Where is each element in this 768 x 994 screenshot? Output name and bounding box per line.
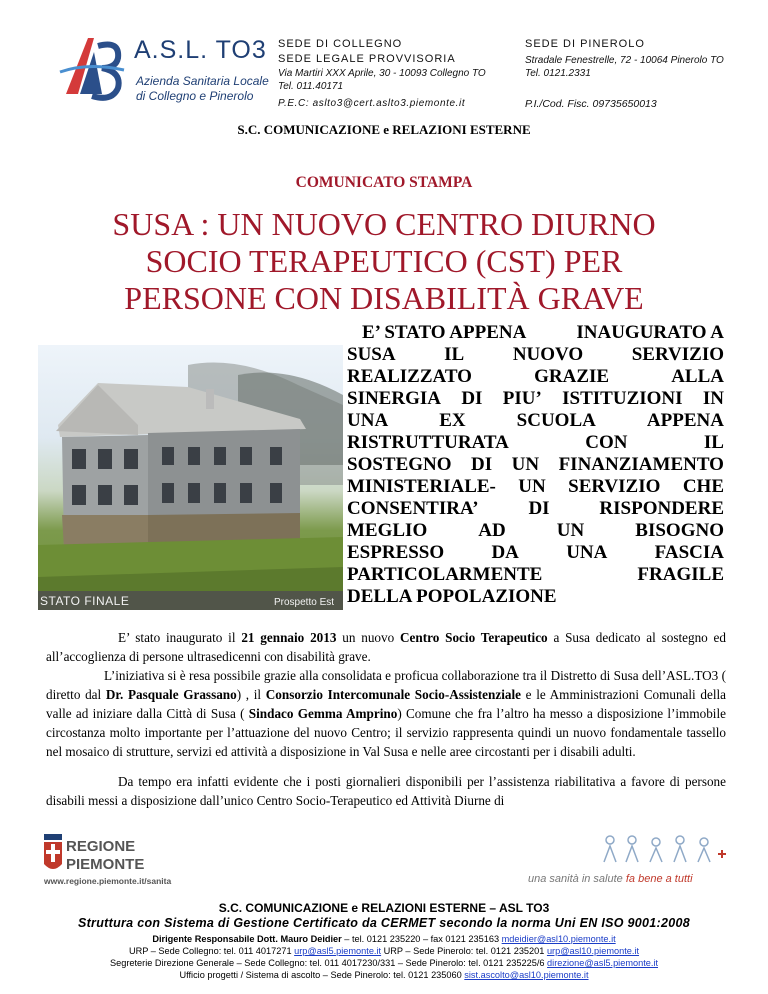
region-name-2: PIEMONTE	[66, 856, 145, 873]
headline-line: PERSONE CON DISABILITÀ GRAVE	[124, 280, 644, 316]
press-release-label: COMUNICATO STAMPA	[295, 174, 473, 191]
logo-subtitle-2: di Collegno e Pinerolo	[136, 89, 254, 103]
subhead-line: DELLA POPOLAZIONE	[347, 586, 557, 607]
footer-department: S.C. COMUNICAZIONE e RELAZIONI ESTERNE – ASL TO3	[218, 901, 550, 915]
subhead-line: SOSTEGNO DI UN FINANZIAMENTO	[347, 454, 724, 475]
people-illustration-icon	[598, 832, 728, 868]
vat-number: P.I./Cod. Fisc. 09735650013	[525, 98, 657, 110]
subhead-line: ESPRESSO DA UNA FASCIA	[347, 542, 724, 563]
headline-line: SUSA : UN NUOVO CENTRO DIURNO	[112, 206, 656, 242]
email-link[interactable]: sist.ascolto@asl10.piemonte.it	[464, 970, 589, 980]
article-body	[46, 628, 726, 810]
paragraph: Da tempo era infatti evidente che i posti giornalieri disponibili per l’assistenza riabilitativa a favore di persone disabili messi a disposizione dall’unico Centro Socio-Terapeutico ed Attività Diurne di	[46, 774, 726, 808]
pinerolo-title: SEDE DI PINEROLO	[525, 38, 645, 50]
subhead-line: E’ STATO APPENA INAUGURATO A	[362, 322, 724, 343]
subhead-line: REALIZZATO GRAZIE ALLA	[347, 366, 724, 387]
subhead-line: SINERGIA DI PIU’ ISTITUZIONI IN	[347, 388, 724, 409]
region-url[interactable]: www.regione.piemonte.it/sanita	[44, 876, 172, 886]
paragraph: E’ stato inaugurato il 21 gennaio 2013 un nuovo Centro Socio Terapeutico a Susa dedicato al sostegno ed all’accoglienza di persone ultrasedicenni con disabilità grave.	[46, 630, 726, 664]
logo-title: A.S.L. TO3	[134, 36, 267, 64]
footer-certification: Struttura con Sistema di Gestione Certificato da CERMET secondo la norma Uni EN ISO 9001:2008	[77, 916, 691, 930]
pec-email[interactable]: P.E.C: aslto3@cert.aslto3.piemonte.it	[278, 98, 466, 109]
pinerolo-address: Stradale Fenestrelle, 72 - 10064 Pinerolo TO	[525, 55, 724, 66]
subhead-line: MINISTERIALE- UN SERVIZIO CHE	[347, 476, 724, 497]
headline-line: SOCIO TERAPEUTICO (CST) PER	[145, 243, 623, 279]
footer-contact-line: Segreterie Direzione Generale – Sede Collegno: tel. 011 4017230/331 – Sede Pinerolo: tel. 0121 235225/6 direzione@asl5.piemonte.it	[109, 958, 659, 968]
footer-contact-line: Dirigente Responsabile Dott. Mauro Deidier – tel. 0121 235220 – fax 0121 235163 mdeidier@asl10.piemonte.it	[152, 934, 616, 944]
photo-caption-right: Prospetto Est	[274, 597, 335, 608]
subhead-line: RISTRUTTURATA CON IL	[347, 432, 724, 453]
email-link[interactable]: urp@asl5.piemonte.it	[294, 946, 382, 956]
logo-subtitle: Azienda Sanitaria Locale	[136, 74, 269, 88]
section-title: S.C. COMUNICAZIONE e RELAZIONI ESTERNE	[237, 122, 531, 137]
subhead-line: UNA EX SCUOLA APPENA	[347, 410, 724, 431]
building-photo	[38, 345, 343, 610]
subhead-line: PARTICOLARMENTE FRAGILE	[347, 564, 724, 585]
collegno-tel: Tel. 011.40171	[278, 81, 344, 92]
collegno-title: SEDE DI COLLEGNO	[278, 38, 403, 50]
email-link[interactable]: mdeidier@asl10.piemonte.it	[501, 934, 616, 944]
headline	[40, 206, 728, 317]
subhead-line: CONSENTIRA’ DI RISPONDERE	[347, 498, 724, 519]
subhead-line: SUSA IL NUOVO SERVIZIO	[347, 344, 724, 365]
piemonte-coat-of-arms-icon	[44, 834, 62, 874]
subhead-line: MEGLIO AD UN BISOGNO	[347, 520, 724, 541]
photo-caption-left: STATO FINALE	[40, 594, 130, 608]
asl-logo-mark	[58, 32, 128, 104]
legal-seat-title: SEDE LEGALE PROVVISORIA	[278, 53, 456, 65]
paragraph: L’iniziativa si è resa possibile grazie alla consolidata e proficua collaborazione tra il Distretto di Susa dell’ASL.TO3 ( diretto dal Dr. Pasquale Grassano) , il Consorzio Intercomunale Socio-Assistenziale e le Amministrazioni Comunali della valle ad iniziare dalla Città di Susa ( Sindaco Gemma Amprino) Comune che fra l’altro ha messo a disposizione l’immobile circostanza molto importante per l’attuazione del nuovo Centro; il servizio rappresenta quindi un nuovo fondamentale tassello nel mosaico di strutture, servizi ed attività a disposizione in Val Susa e nelle aree circostanti per i disabili adulti.	[46, 668, 727, 759]
pinerolo-tel: Tel. 0121.2331	[525, 68, 591, 79]
region-name: REGIONE	[66, 838, 136, 855]
footer-contact-line: URP – Sede Collegno: tel. 011 4017271 urp@asl5.piemonte.it URP – Sede Pinerolo: tel. 0121 235201 urp@asl10.piemonte.it	[128, 946, 640, 956]
footer-contact-line: Ufficio progetti / Sistema di ascolto – Sede Pinerolo: tel. 0121 235060 sist.ascolto@asl10.piemonte.it	[179, 970, 589, 980]
email-link[interactable]: urp@asl10.piemonte.it	[546, 946, 640, 956]
email-link[interactable]: direzione@asl5.piemonte.it	[547, 958, 659, 968]
slogan: una sanità in salute fa bene a tutti	[528, 873, 693, 885]
collegno-address: Via Martiri XXX Aprile, 30 - 10093 Collegno TO	[278, 68, 486, 79]
